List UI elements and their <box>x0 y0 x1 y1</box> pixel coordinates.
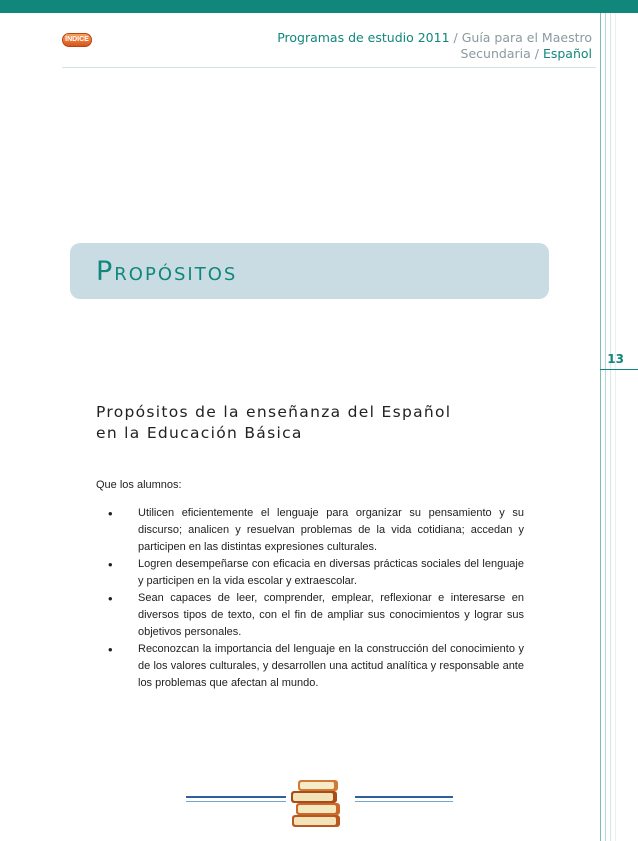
index-button[interactable]: ÍNDICE <box>62 33 92 47</box>
section-title-rest: ROPÓSITOS <box>114 264 238 285</box>
subject-label: Español <box>542 46 592 61</box>
section-title-initial: P <box>96 256 115 287</box>
list-item-text: Reconozcan la importancia del lenguaje en la construcción del conocimiento y de los valores culturales, y desarrollen una actitud analítica y responsable ante los problemas que afectan al mundo. <box>138 643 524 689</box>
running-header <box>277 30 592 62</box>
footer-ornament-right <box>355 796 453 805</box>
list-item <box>108 556 524 590</box>
books-stack-icon <box>288 779 344 829</box>
page-number: 13 <box>607 352 624 366</box>
top-color-bar <box>0 0 638 13</box>
purposes-list <box>108 505 524 692</box>
list-item <box>108 590 524 641</box>
header-divider <box>62 67 596 68</box>
bullet-icon: • <box>108 557 113 572</box>
program-title: Programas de estudio 2011 <box>277 30 450 45</box>
subheading-line-1: Propósitos de la enseñanza del Español <box>96 403 452 421</box>
intro-text: Que los alumnos: <box>96 479 182 491</box>
subheading <box>96 402 451 444</box>
list-item <box>108 641 524 692</box>
section-title <box>96 256 237 287</box>
footer-ornament-left <box>186 796 286 805</box>
right-margin-lines <box>598 13 638 841</box>
guide-title: Guía para el Maestro <box>461 30 592 45</box>
list-item <box>108 505 524 556</box>
list-item-text: Utilicen eficientemente el lenguaje para organizar su pensamiento y su discurso; analicen y resuelvan problemas de la vida cotidiana; accedan y participen en las distintas expresiones culturales. <box>138 507 524 553</box>
bullet-icon: • <box>108 506 113 521</box>
page-number-rule <box>600 369 638 370</box>
subheading-line-2: en la Educación Básica <box>96 424 303 442</box>
level-label: Secundaria <box>460 46 531 61</box>
header-separator: / <box>449 30 462 45</box>
list-item-text: Logren desempeñarse con eficacia en diversas prácticas sociales del lenguaje y participen en la vida escolar y extraescolar. <box>138 558 524 587</box>
list-item-text: Sean capaces de leer, comprender, emplear, reflexionar e interesarse en diversos tipos de texto, con el fin de ampliar sus conocimientos y lograr sus objetivos personales. <box>138 592 524 638</box>
section-banner <box>70 243 549 299</box>
header-separator-2: / <box>530 46 543 61</box>
bullet-icon: • <box>108 591 113 606</box>
bullet-icon: • <box>108 642 113 657</box>
